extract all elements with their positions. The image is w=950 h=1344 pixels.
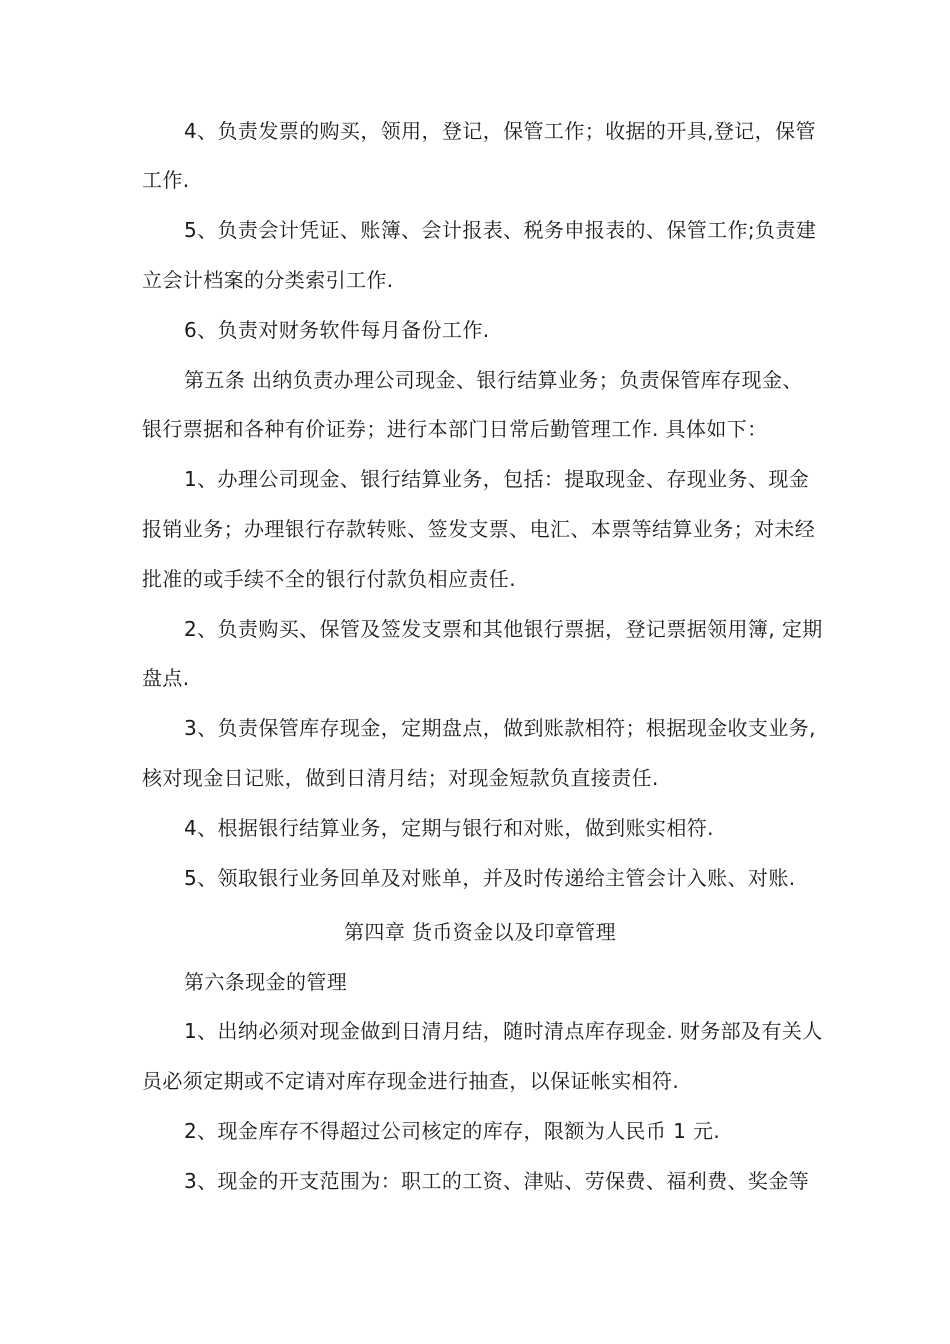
paragraph-line: 核对现金日记账，做到日清月结；对现金短款负直接责任. [142,766,659,790]
paragraph-line: 2、负责购买、保管及签发支票和其他银行票据，登记票据领用簿, 定期 [184,617,823,641]
paragraph-line: 3、现金的开支范围为：职工的工资、津贴、劳保费、福利费、奖金等 [184,1169,810,1193]
paragraph-line: 1、出纳必须对现金做到日清月结，随时清点库存现金. 财务部及有关人 [184,1019,823,1043]
paragraph-line: 5、负责会计凭证、账簿、会计报表、税务申报表的、保管工作;负责建 [184,218,817,242]
paragraph-line: 盘点. [142,666,190,690]
paragraph-line: 3、负责保管库存现金，定期盘点，做到账款相符；根据现金收支业务, [184,716,816,740]
paragraph-line: 员必须定期或不定请对库存现金进行抽查，以保证帐实相符. [142,1069,680,1093]
paragraph-line: 立会计档案的分类索引工作. [142,268,394,292]
paragraph-line: 4、负责发票的购买，领用，登记，保管工作；收据的开具,登记，保管 [184,119,816,143]
paragraph-line: 4、根据银行结算业务，定期与银行和对账，做到账实相符. [184,816,714,840]
article-heading: 第六条现金的管理 [184,970,348,994]
paragraph-line: 1、办理公司现金、银行结算业务，包括：提取现金、存现业务、现金 [184,467,810,491]
paragraph-line: 2、现金库存不得超过公司核定的库存，限额为人民币 1 元. [184,1119,721,1143]
chapter-heading: 第四章 货币资金以及印章管理 [344,920,616,944]
paragraph-line: 6、负责对财务软件每月备份工作. [184,318,490,342]
paragraph-line: 工作. [142,168,190,192]
paragraph-line: 批准的或手续不全的银行付款负相应责任. [142,567,516,591]
paragraph-line: 银行票据和各种有价证券；进行本部门日常后勤管理工作. 具体如下： [142,417,768,441]
paragraph-line: 5、领取银行业务回单及对账单，并及时传递给主管会计入账、对账. [184,866,796,890]
article-line: 第五条 出纳负责办理公司现金、银行结算业务；负责保管库存现金、 [184,368,803,392]
paragraph-line: 报销业务；办理银行存款转账、签发支票、电汇、本票等结算业务；对未经 [142,517,816,541]
